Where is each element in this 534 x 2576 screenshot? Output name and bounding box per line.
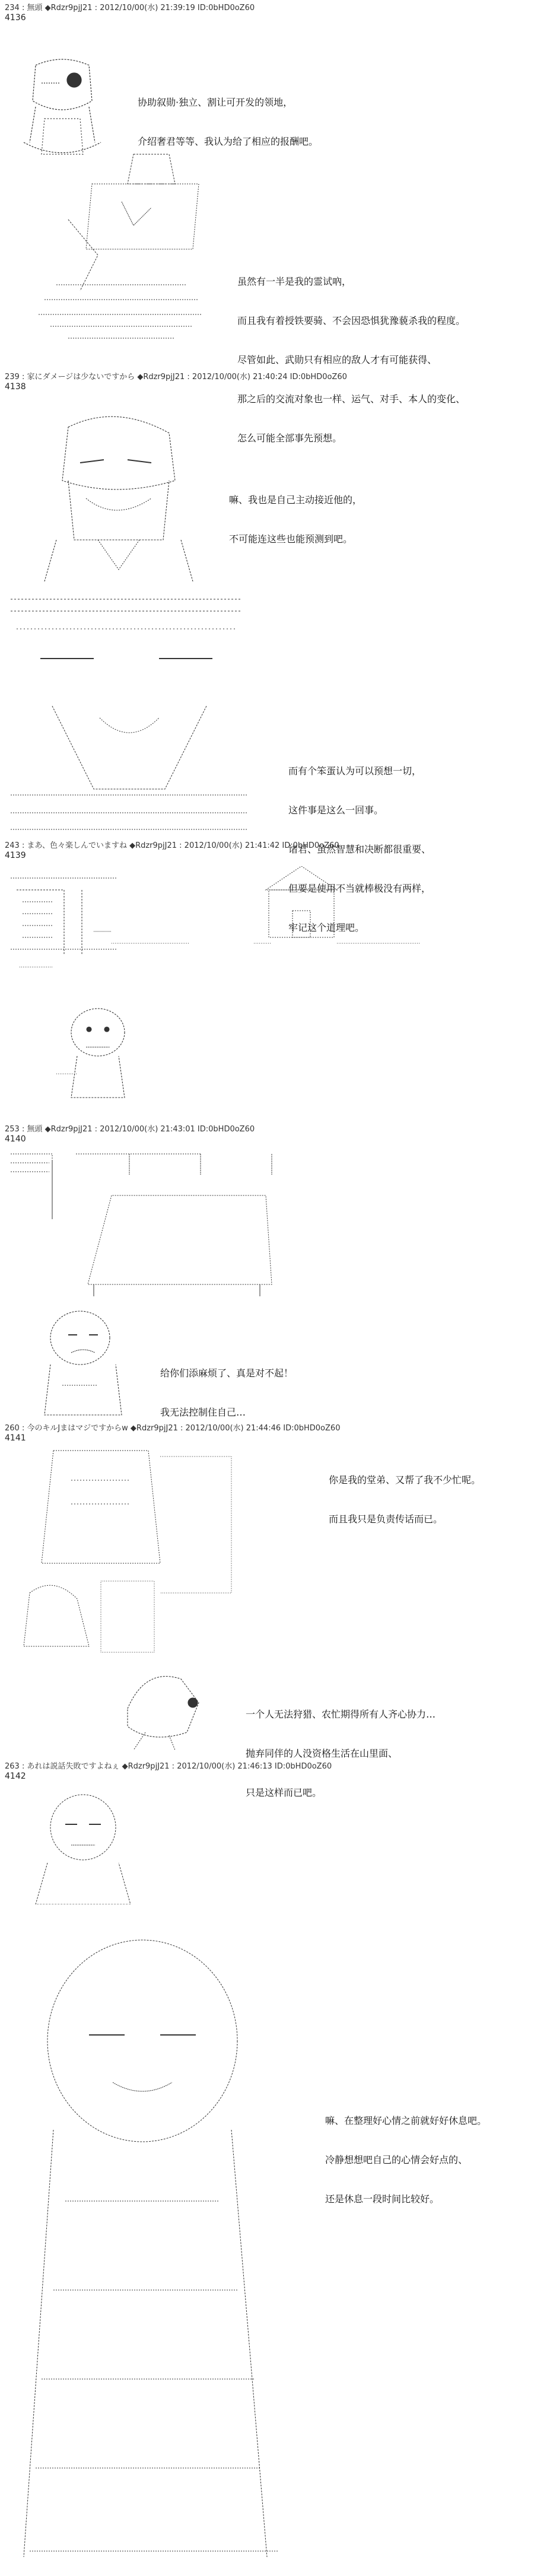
dialogue-line: 你是我的堂弟、又帮了我不少忙呢。 bbox=[329, 1474, 481, 1486]
dialogue-line: 我无法控制住自己… bbox=[160, 1407, 246, 1418]
ascii-art-large-figure bbox=[18, 1934, 297, 2563]
post-header: 234 : 無頭 ◆Rdzr9pjJ21 : 2012/10/00(水) 21:39:19 ID:0bHD0oZ60 bbox=[5, 4, 255, 12]
dialogue-line: 而有个笨蛋认为可以预想一切， bbox=[288, 765, 422, 777]
dialogue-line: 那之后的交流对象也一样、运气、对手、本人的变化、 bbox=[237, 393, 466, 405]
dialogue-line: 介绍奢君等等、我认为给了相应的报酬吧。 bbox=[138, 136, 319, 147]
ascii-art-apologetic-character bbox=[33, 1302, 139, 1421]
post-number: 4141 bbox=[5, 1433, 26, 1443]
dialogue-line: 冷静想想吧自己的心情会好点的、 bbox=[325, 2154, 468, 2165]
post-header: 260 : 今のキルJまはマジですからw ◆Rdzr9pjJ21 : 2012/10/00(水) 21:44:46 ID:0bHD0oZ60 bbox=[5, 1424, 341, 1433]
ascii-art-bald-character bbox=[53, 1003, 142, 1109]
dialogue-line: 尽管如此、武勋只有相应的敌人才有可能获得、 bbox=[237, 354, 437, 365]
ascii-art-armored-knight bbox=[33, 148, 205, 344]
post-number: 4136 bbox=[5, 13, 26, 23]
dialogue-block bbox=[237, 249, 465, 458]
post-number: 4142 bbox=[5, 1772, 26, 1781]
post-number: 4140 bbox=[5, 1134, 26, 1144]
dialogue-line: 嘛、在整理好心情之前就好好休息吧。 bbox=[325, 2115, 487, 2126]
dialogue-line: 而且我只是负责传话而已。 bbox=[329, 1513, 443, 1525]
ascii-art-face-closeup bbox=[5, 593, 254, 837]
ascii-art-village-scene bbox=[5, 866, 527, 973]
post-number: 4139 bbox=[5, 851, 26, 860]
dialogue-line: 给你们添麻烦了、真是对不起！ bbox=[160, 1367, 294, 1379]
dialogue-block bbox=[325, 2088, 487, 2219]
dialogue-line: 而且我有着授铁要骑、不会因恐惧犹豫藐杀我的程度。 bbox=[237, 315, 466, 326]
dialogue-block bbox=[138, 70, 318, 161]
dialogue-line: 诸君、虽然智慧和决断都很重要、 bbox=[288, 844, 431, 855]
dialogue-line: 协助叙勋·独立、割让可开发的领地， bbox=[138, 97, 293, 108]
dialogue-line: 只是这样而已吧。 bbox=[246, 1787, 322, 1798]
ascii-art-profile-character bbox=[110, 1661, 217, 1750]
ascii-art-interior-room bbox=[5, 1148, 337, 1296]
post-number: 4138 bbox=[5, 382, 26, 392]
dialogue-block bbox=[329, 1448, 481, 1539]
dialogue-line: 牢记这个道理吧。 bbox=[288, 922, 365, 933]
dialogue-line: 抛弃同伴的人没资格生活在山里面、 bbox=[246, 1748, 398, 1759]
dialogue-line: 不可能连这些也能预测到吧。 bbox=[229, 533, 353, 545]
dialogue-block bbox=[229, 468, 362, 559]
dialogue-line: 嘛、我也是自己主动接近他的， bbox=[229, 494, 363, 505]
dialogue-block bbox=[246, 1682, 436, 1812]
post-header: 243 : まあ、色々楽しんでいますね ◆Rdzr9pjJ21 : 2012/10/00(水) 21:41:42 ID:0bHD0oZ60 bbox=[5, 841, 339, 850]
dialogue-line: 虽然有一半是我的霊试吶， bbox=[237, 276, 352, 287]
dialogue-line: 一个人无法狩猎、农忙期得所有人齐心协力… bbox=[246, 1709, 436, 1720]
post-header: 253 : 無頭 ◆Rdzr9pjJ21 : 2012/10/00(水) 21:43:01 ID:0bHD0oZ60 bbox=[5, 1125, 255, 1134]
ascii-art-grinning-face bbox=[33, 409, 205, 581]
dialogue-line: 还是休息一段时间比较好。 bbox=[325, 2193, 440, 2205]
post-header: 239 : 家にダメージは少ないですから ◆Rdzr9pjJ21 : 2012/10/00(水) 21:40:24 ID:0bHD0oZ60 bbox=[5, 373, 347, 381]
dialogue-line: 但要是使用不当就棒极没有两样， bbox=[288, 883, 431, 894]
post-header: 263 : あれは説話失敗ですよねぇ ◆Rdzr9pjJ21 : 2012/10/00(水) 21:46:13 ID:0bHD0oZ60 bbox=[5, 1762, 332, 1771]
dialogue-line: 这件事是这么一回事。 bbox=[288, 804, 384, 816]
ascii-art-two-characters-scene bbox=[18, 1445, 237, 1658]
dialogue-line: 怎么可能全部事先预想。 bbox=[237, 432, 342, 444]
dialogue-block bbox=[160, 1341, 293, 1432]
ascii-art-bust-figure bbox=[24, 1786, 142, 1904]
